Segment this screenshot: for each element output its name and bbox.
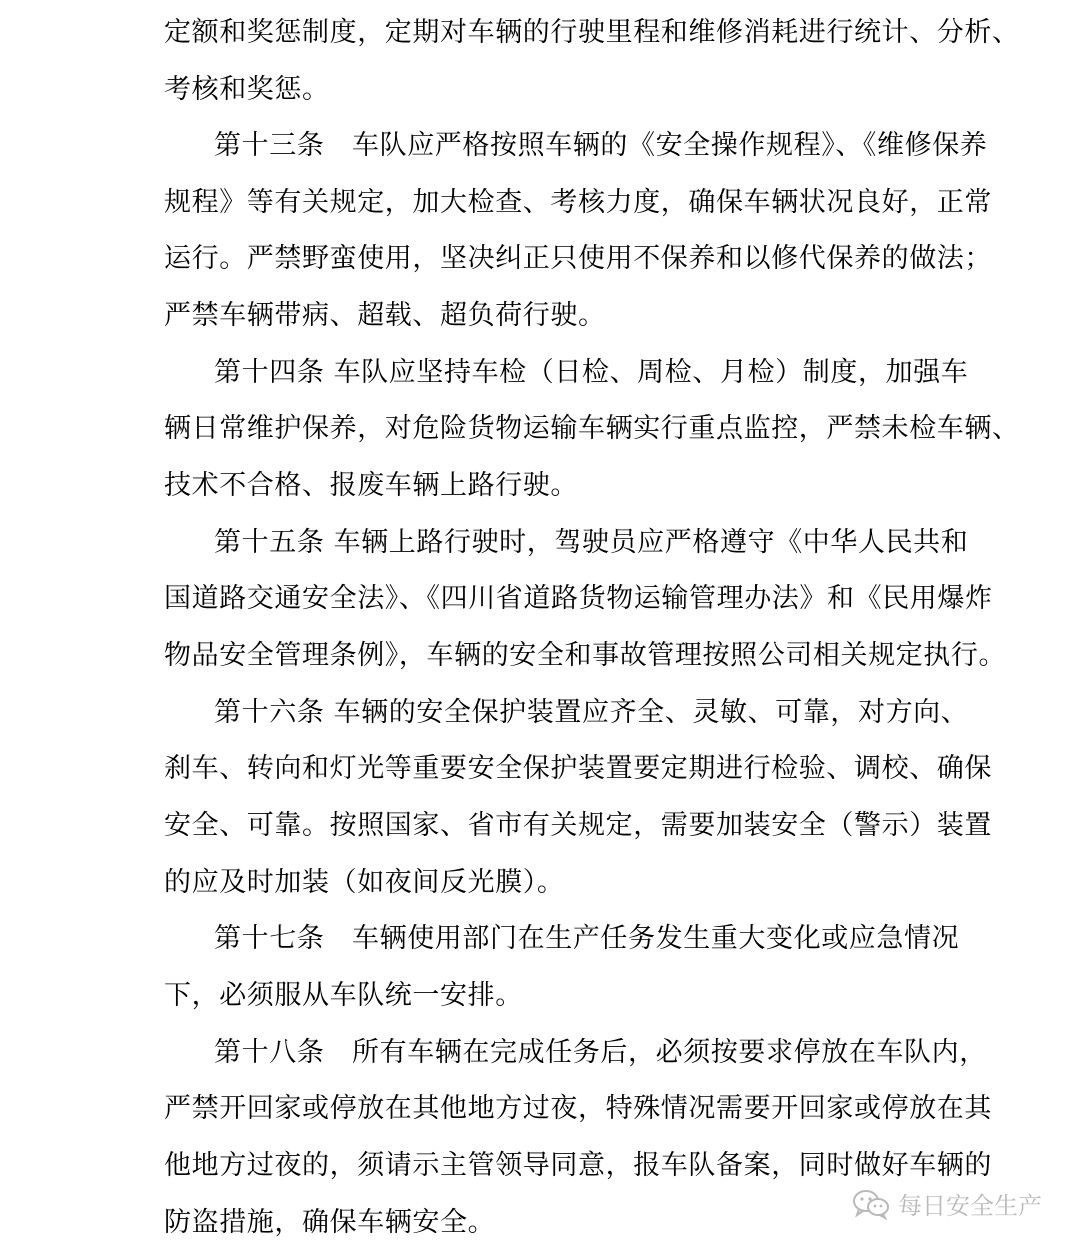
- article-15-line: 第十五条 车辆上路行驶时，驾驶员应严格遵守《中华人民共和: [214, 527, 969, 558]
- article-16-line: 第十六条 车辆的安全保护装置应齐全、灵敏、可靠，对方向、: [214, 697, 969, 728]
- watermark: [852, 1186, 1042, 1221]
- article-13-line: 第十三条 车队应严格按照车辆的《安全操作规程》、《维修保养: [214, 130, 988, 161]
- text-line: 技术不合格、报废车辆上路行驶。: [164, 470, 578, 501]
- text-line: 严禁车辆带病、超载、超负荷行驶。: [164, 300, 606, 331]
- article-17-line: 第十七条 车辆使用部门在生产任务发生重大变化或应急情况: [214, 923, 960, 954]
- text-line: 定额和奖惩制度，定期对车辆的行驶里程和维修消耗进行统计、分析、: [164, 17, 1020, 48]
- watermark-text: 每日安全生产: [898, 1192, 1042, 1220]
- article-18-line: 第十八条 所有车辆在完成任务后，必须按要求停放在车队内，: [214, 1037, 987, 1068]
- text-line: 辆日常维护保养，对危险货物运输车辆实行重点监控，严禁未检车辆、: [164, 413, 1020, 444]
- text-line: 下，必须服从车队统一安排。: [164, 980, 523, 1011]
- text-line: 的应及时加装（如夜间反光膜）。: [164, 867, 565, 898]
- text-line: 刹车、转向和灯光等重要安全保护装置要定期进行检验、调校、确保: [164, 753, 992, 784]
- text-line: 考核和奖惩。: [164, 74, 330, 105]
- text-line: 规程》等有关规定，加大检查、考核力度，确保车辆状况良好，正常: [164, 187, 992, 218]
- wechat-icon: [852, 1188, 890, 1220]
- text-line: 防盗措施，确保车辆安全。: [164, 1207, 496, 1238]
- article-14-line: 第十四条 车队应坚持车检（日检、周检、月检）制度，加强车: [214, 357, 969, 388]
- text-line: 运行。严禁野蛮使用，坚决纠正只使用不保养和以修代保养的做法；: [164, 243, 992, 274]
- text-line: 国道路交通安全法》、《四川省道路货物运输管理办法》和《民用爆炸: [164, 583, 993, 614]
- text-line: 安全、可靠。按照国家、省市有关规定，需要加装安全（警示）装置: [164, 810, 992, 841]
- text-line: 物品安全管理条例》，车辆的安全和事故管理按照公司相关规定执行。: [164, 640, 1007, 671]
- text-line: 严禁开回家或停放在其他地方过夜，特殊情况需要开回家或停放在其: [164, 1093, 992, 1124]
- text-line: 他地方过夜的，须请示主管领导同意，报车队备案，同时做好车辆的: [164, 1150, 992, 1181]
